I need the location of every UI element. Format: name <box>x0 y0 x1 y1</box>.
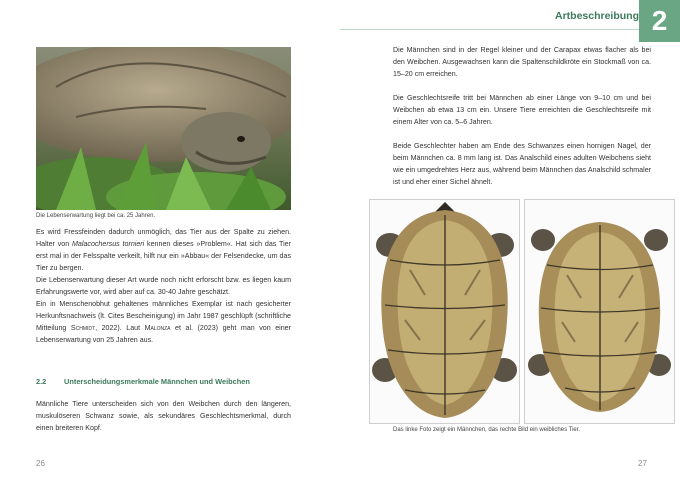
female-plastron-photo <box>524 199 675 424</box>
right-body-text <box>393 44 651 188</box>
text-run: kennen dieses »Problem«. Hat sich das Tier erst mal in der Felsspalte verkeilt, hilft nur ein »Abbau« der Felsendecke, um das Tier zu bergen. <box>36 240 291 272</box>
male-plastron-photo <box>369 199 520 424</box>
chapter-title: Artbeschreibung <box>554 10 639 22</box>
text-run: , 2022). Laut <box>95 324 145 332</box>
author-name: Malonza <box>144 324 171 332</box>
text-run: et al. (2023) geht man von einer Lebenserwartung von 25 Jahren aus. <box>36 324 291 344</box>
right-page <box>340 0 680 480</box>
section-body-text <box>36 398 291 434</box>
paragraph: Die Männchen sind in der Regel kleiner und der Carapax etwas flacher als bei den Weibchen. Ausgewachsen kann die Spaltenschildkröte ein Stockmaß von ca. 15–20 cm erreichen. <box>393 46 651 78</box>
section-title: Unterscheidungsmerkmale Männchen und Weibchen <box>64 377 250 386</box>
paragraph: Die Geschlechtsreife tritt bei Männchen ab einer Länge von 9–10 cm und bei Weibchen ab etwa 13 cm ein. Unsere Tiere erreichten die Geschlechtsreife mit einem Alter von ca. 5–6 Jahren. <box>393 94 651 126</box>
species-name: Malacochersus tornieri <box>72 240 145 248</box>
paragraph: Die Lebenserwartung dieser Art wurde noch nicht erforscht bzw. es liegen kaum Erfahrungswerte vor, wird aber auf ca. 30-40 Jahre geschätzt. <box>36 276 291 296</box>
left-body-text <box>36 226 291 346</box>
paragraph: Beide Geschlechter haben am Ende des Schwanzes einen hornigen Nagel, der beim Männchen ca. 8 mm lang ist. Das Analschild eines adulten Weibchens sieht wie ein umgedrehtes Herz aus, während beim Männchen das Analschild schmaler ist und eher einer Sichel ähnelt. <box>393 142 651 186</box>
paragraph <box>36 226 291 274</box>
header-divider <box>340 29 639 30</box>
photo-caption: Die Lebenserwartung liegt bei ca. 25 Jahren. <box>36 213 156 219</box>
chapter-number-tab: 2 <box>639 0 680 42</box>
text-run: Ein in Menschenobhut gehaltenes männliches Exemplar ist nach gesicherter Herkunftsnachweis (lt. Cites Bescheinigung) im Jahr 1987 geschlüpft (schriftliche Mitteilung <box>36 300 291 332</box>
paragraph: Männliche Tiere unterscheiden sich von den Weibchen durch den längeren, muskulöseren Schwanz sowie, als sekundäres Geschlechtsmerkmal, durch einen breiteren Kopf. <box>36 400 291 432</box>
section-heading <box>36 377 291 386</box>
paragraph <box>36 298 291 346</box>
section-number: 2.2 <box>36 377 47 386</box>
shell-photos-caption: Das linke Foto zeigt ein Männchen, das rechte Bild ein weibliches Tier. <box>393 427 581 433</box>
page-number: 26 <box>36 459 45 468</box>
page-number: 27 <box>638 459 647 468</box>
tortoise-photo <box>36 47 291 210</box>
author-name: Schmidt <box>70 324 96 332</box>
text-run: Es wird Fressfeinden dadurch unmöglich, das Tier aus der Spalte zu ziehen. Halter von <box>36 228 291 248</box>
